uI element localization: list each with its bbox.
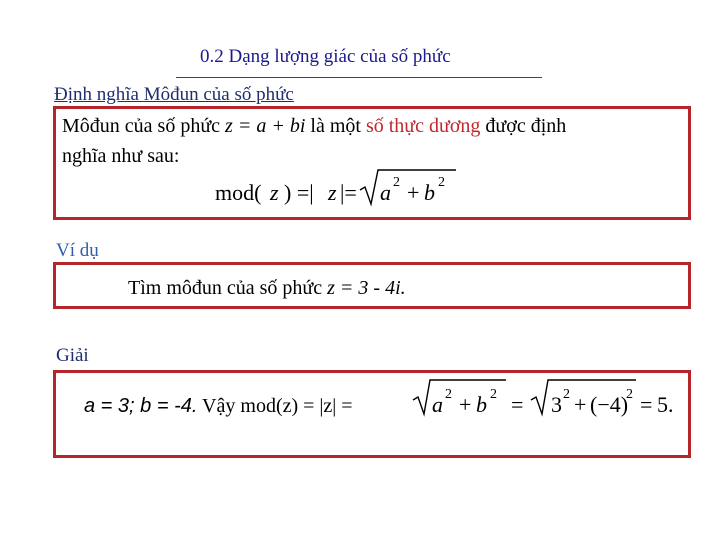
formula-a-exponent: 2	[393, 175, 400, 190]
definition-heading	[54, 84, 294, 106]
formula-b: b	[424, 180, 435, 205]
formula-a: a	[380, 180, 391, 205]
solution-formula-plus: +	[459, 392, 472, 417]
formula-close-eq: ) =|	[284, 180, 314, 205]
example-text-line	[128, 277, 406, 300]
formula-b-exponent: 2	[438, 175, 445, 190]
solution-formula-plus-2: +	[574, 392, 587, 417]
solution-text-line	[84, 395, 353, 418]
definition-z-eq: z = a + bi	[225, 115, 306, 137]
formula-z: z	[270, 180, 279, 205]
modulus-formula	[210, 162, 470, 212]
solution-ab-values: a = 3; b = -4.	[84, 395, 198, 417]
solution-formula-b: b	[476, 392, 487, 417]
formula-mod: mod(	[215, 180, 262, 205]
solution-formula-three-exponent: 2	[563, 387, 570, 402]
formula-bar-eq: |=	[340, 180, 357, 205]
definition-highlight: số thực dương	[365, 115, 481, 137]
formula-z2: z	[328, 180, 337, 205]
definition-text-c: được định	[480, 115, 567, 137]
solution-heading: Giải	[56, 345, 89, 366]
definition-text-b: là một	[305, 115, 366, 137]
solution-formula-b-exponent: 2	[490, 387, 497, 402]
solution-formula-eq-1: =	[511, 392, 524, 417]
title-underline	[176, 77, 542, 78]
definition-line-1	[62, 115, 566, 138]
solution-formula-result: 5.	[657, 392, 674, 417]
example-text: Tìm môđun của số phức	[128, 277, 328, 299]
definition-text-a: Môđun của số phức	[62, 115, 226, 137]
solution-text: Vậy mod(z) = |z| =	[197, 395, 353, 417]
solution-formula-eq-2: =	[640, 392, 653, 417]
solution-formula-three: 3	[551, 392, 562, 417]
definition-line-2: nghĩa như sau:	[62, 145, 180, 167]
solution-formula-neg4: (−4)	[590, 392, 629, 417]
solution-formula	[410, 374, 686, 424]
example-z-value: z = 3 - 4i.	[327, 277, 406, 299]
solution-formula-a: a	[432, 392, 443, 417]
solution-formula-neg4-exponent: 2	[626, 387, 633, 402]
example-heading: Ví dụ	[56, 240, 99, 261]
slide-title: 0.2 Dạng lượng giác của số phức	[200, 46, 451, 67]
solution-formula-a-exponent: 2	[445, 387, 452, 402]
definition-heading-text: Định nghĩa Môđun của số phức	[54, 84, 294, 105]
formula-plus: +	[407, 180, 420, 205]
